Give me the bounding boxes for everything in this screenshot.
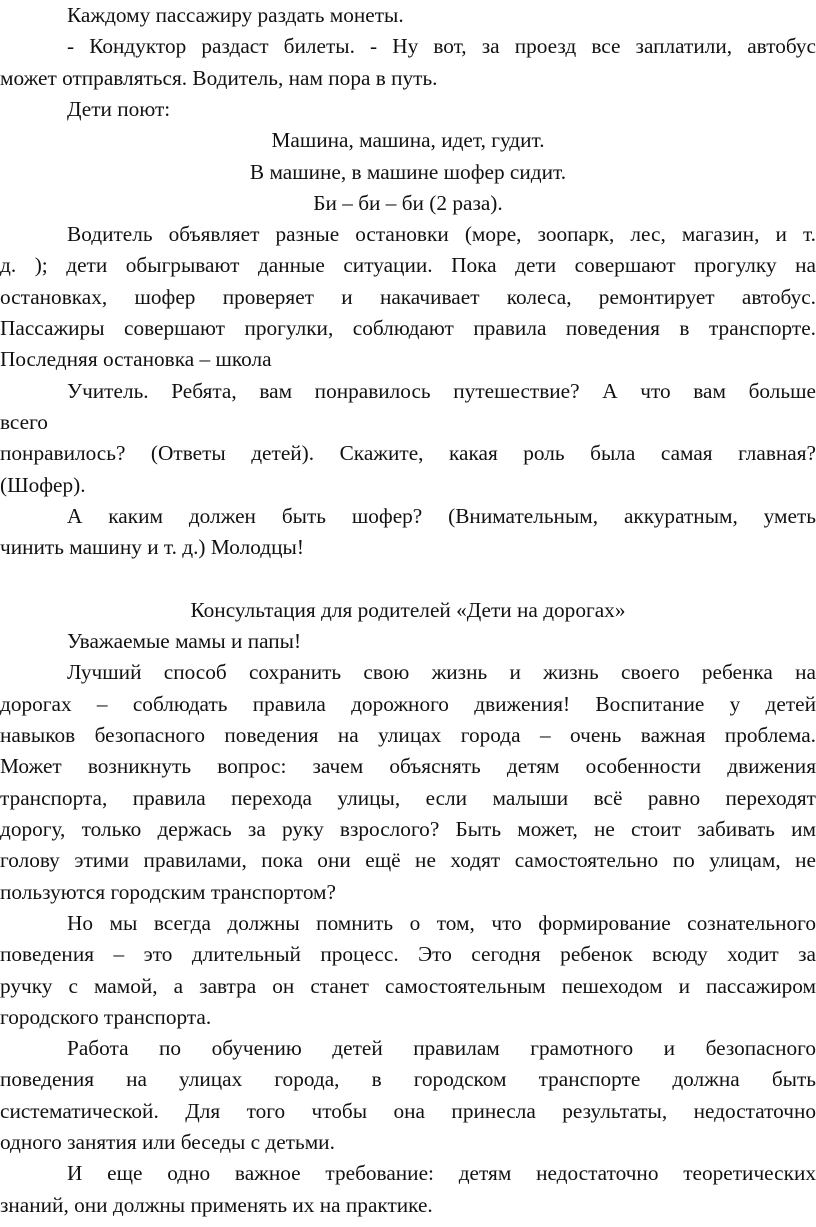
para2-line: городского транспорта.	[0, 1004, 212, 1029]
para1-line: навыков безопасного поведения на улицах города – очень важная проблема.	[0, 723, 816, 748]
teacher-line: Учитель. Ребята, вам понравилось путешествие? А что вам больше	[67, 378, 816, 403]
para4-line: И еще одно важное требование: детям недостаточно теоретических	[67, 1161, 816, 1186]
stops-line: Пассажиры совершают прогулки, соблюдают правила поведения в транспорте.	[0, 316, 816, 341]
intro-line: - Кондуктор раздаст билеты. - Ну вот, за проезд все заплатили, автобус	[67, 34, 816, 59]
teacher-line: А каким должен быть шофер? (Внимательным, аккуратным, уметь	[67, 503, 816, 528]
para1-line: дорогу, только держась за руку взрослого? Быть может, не стоит забивать им	[0, 817, 816, 841]
song-line: Машина, машина, идет, гудит.	[271, 128, 545, 153]
stops-line: Водитель объявляет разные остановки (море, зоопарк, лес, магазин, и т.	[67, 222, 816, 247]
para2-line: Но мы всегда должны помнить о том, что формирование сознательного	[67, 910, 816, 935]
para1-line: дорогах – соблюдать правила дорожного движения! Воспитание у детей	[0, 691, 816, 716]
para1-line: голову этими правилами, пока они ещё не ходят самостоятельно по улицам, не	[0, 848, 816, 873]
para4-line: знаний, они должны применять их на практике.	[0, 1192, 433, 1217]
intro-line: Дети поют:	[67, 96, 171, 121]
para1-line: транспорта, правила перехода улицы, если малыши всё равно переходят	[0, 785, 816, 810]
greeting: Уважаемые мамы и папы!	[67, 629, 302, 654]
song-line: Би – би – би (2 раза).	[313, 190, 503, 215]
stops-line: д. ); дети обыгрывают данные ситуации. Пока дети совершают прогулку на	[0, 253, 816, 278]
para3-line: одного занятия или беседы с детьми.	[0, 1130, 335, 1155]
para1-line: Может возникнуть вопрос: зачем объяснять детям особенности движения	[0, 754, 816, 779]
teacher-line: понравилось? (Ответы детей). Скажите, какая роль была самая главная?	[0, 441, 816, 466]
teacher-line: всего	[0, 410, 48, 434]
intro-line: может отправляться. Водитель, нам пора в путь.	[0, 65, 438, 90]
para2-line: ручку с мамой, а завтра он станет самостоятельным пешеходом и пассажиром	[0, 973, 816, 998]
intro-line: Каждому пассажиру раздать монеты.	[67, 3, 404, 27]
para3-line: Работа по обучению детей правилам грамотного и безопасного	[67, 1036, 816, 1061]
stops-line: Последняя остановка – школа	[0, 347, 272, 372]
para1-line: пользуются городским транспортом?	[0, 879, 336, 904]
consultation-title: Консультация для родителей «Дети на дорогах»	[190, 597, 626, 622]
para3-line: систематической. Для того чтобы она принесла результаты, недостаточно	[0, 1098, 816, 1123]
song-line: В машине, в машине шофер сидит.	[249, 159, 567, 184]
teacher-line: (Шофер).	[0, 472, 86, 497]
para2-line: поведения – это длительный процесс. Это сегодня ребенок всюду ходит за	[0, 942, 816, 967]
teacher-line: чинить машину и т. д.) Молодцы!	[0, 535, 304, 560]
para1-line: Лучший способ сохранить свою жизнь и жизнь своего ребенка на	[67, 660, 816, 685]
para3-line: поведения на улицах города, в городском транспорте должна быть	[0, 1067, 816, 1092]
stops-line: остановках, шофер проверяет и накачивает колеса, ремонтирует автобус.	[0, 284, 816, 309]
